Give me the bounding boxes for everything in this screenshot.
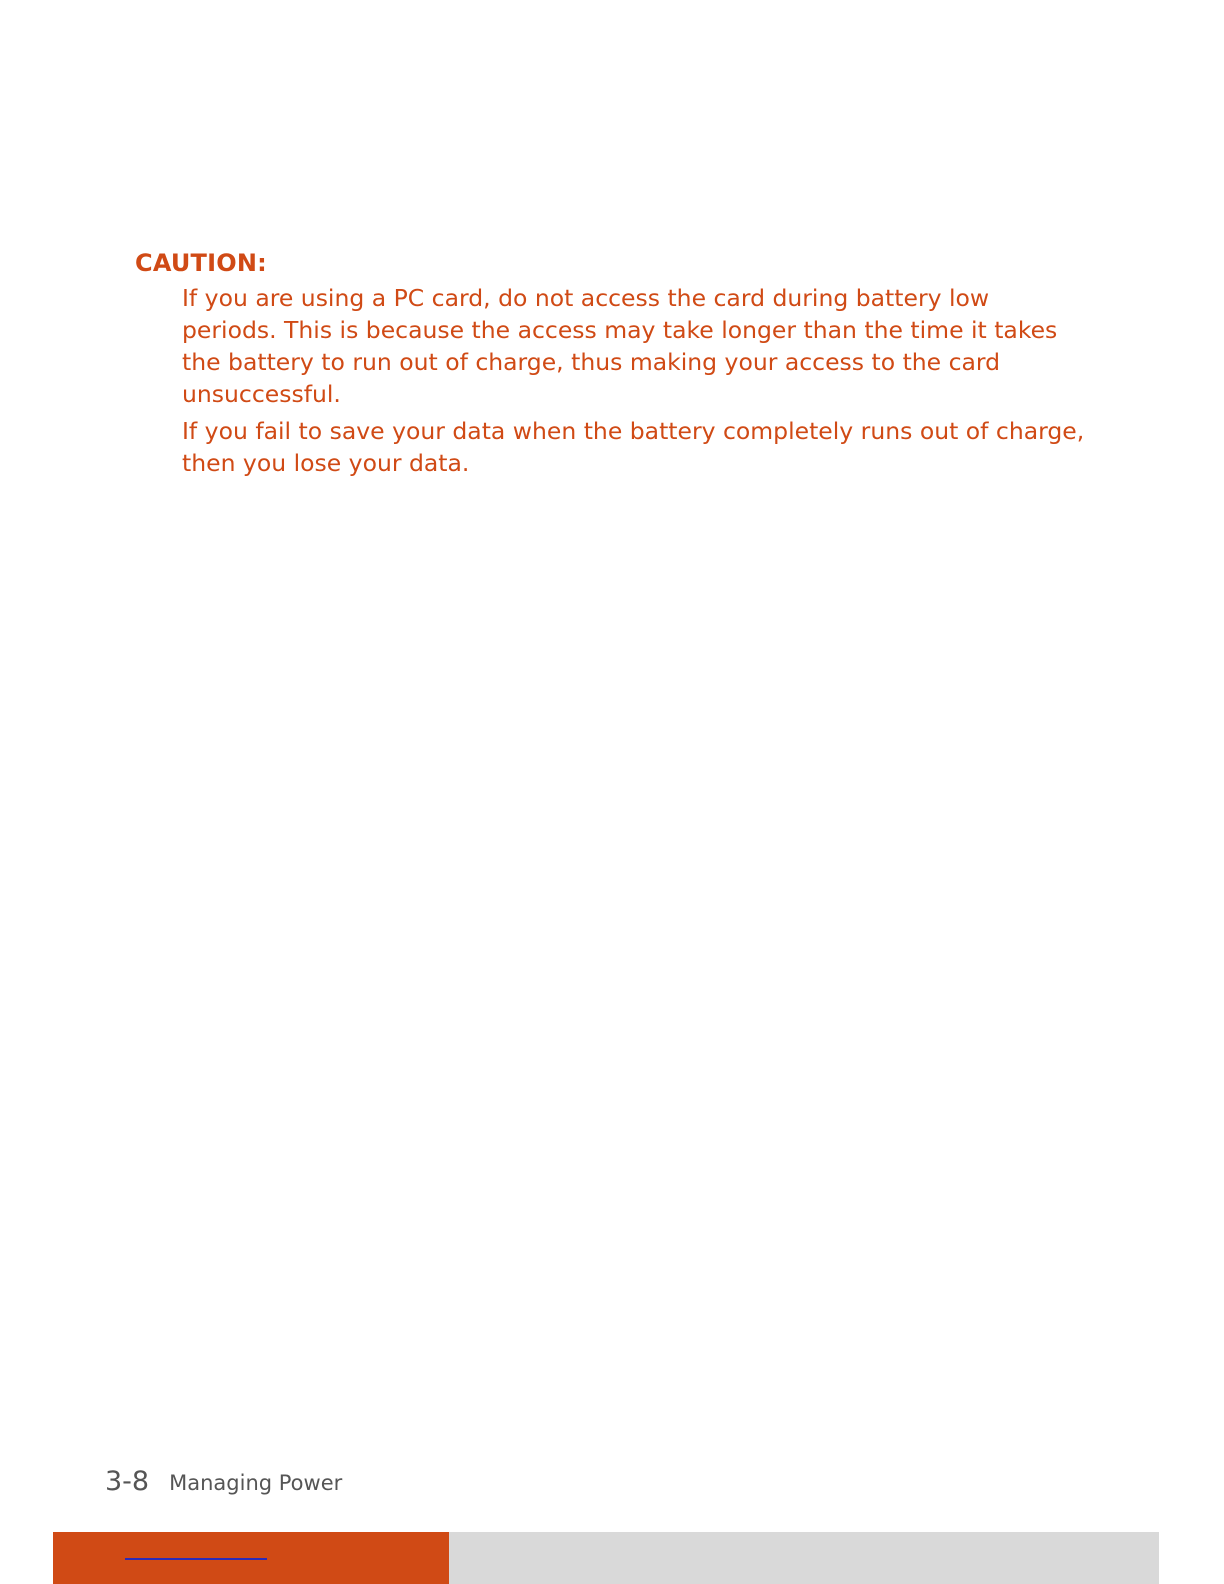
caution-paragraph-pc-card: If you are using a PC card, do not access the card during battery low periods. This is because the access may take longer than the time it takes the battery to run out of charge, thus making your access to the card unsuccessful.	[182, 284, 1058, 408]
page-number: 3-8	[105, 1466, 150, 1497]
page-footer	[105, 1466, 342, 1506]
section-title: Managing Power	[169, 1471, 343, 1495]
caution-paragraph-save-data: If you fail to save your data when the battery completely runs out of charge, then you lose your data.	[182, 417, 1085, 477]
bottom-bar-gray	[449, 1532, 1159, 1584]
caution-heading: CAUTION:	[135, 249, 267, 277]
caution-block	[135, 246, 1095, 484]
bottom-bar-accent	[53, 1532, 449, 1584]
bottom-bar	[53, 1532, 1159, 1584]
bottom-bar-link-line	[125, 1558, 267, 1560]
